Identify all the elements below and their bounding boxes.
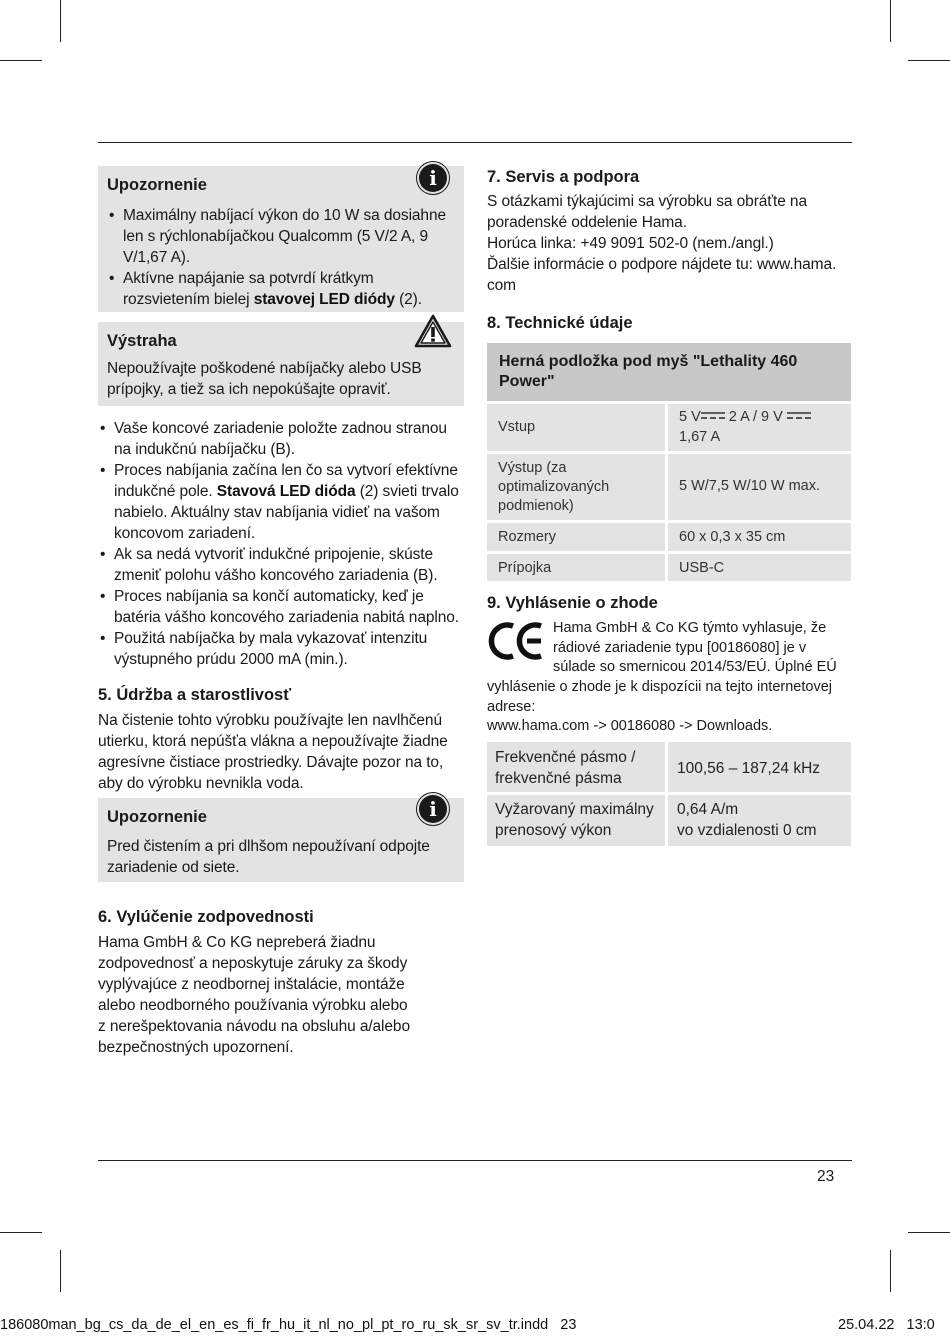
section-7-title: 7. Servis a podpora: [487, 168, 640, 186]
downloads-link: www.hama.com -> 00186080 -> Downloads.: [487, 718, 773, 734]
crop-mark: [60, 1250, 61, 1292]
notice-title: Upozornenie: [107, 176, 207, 194]
crop-mark: [0, 1232, 42, 1233]
notice-box-2: [98, 798, 464, 882]
info-icon: i: [419, 164, 447, 192]
notice-bullets: [107, 205, 459, 310]
conformity-text-cont: vyhlásenie o zhode je k dispozícii na tejto internetovej adrese: www.hama.com -> 00186080 -> Downloads.: [487, 678, 832, 737]
section-5-title: 5. Údržba a starostlivosť: [98, 686, 292, 704]
print-date: 25.04.22 13:0: [838, 1317, 935, 1333]
table-row: Rozmery: [487, 523, 665, 551]
table-row: 60 x 0,3 x 35 cm: [668, 523, 851, 551]
notice-text: Pred čistením a pri dlhšom nepoužívaní odpojte zariadenie od siete.: [107, 838, 430, 876]
section-8-title: 8. Technické údaje: [487, 314, 633, 332]
table-row: Vstup: [487, 404, 665, 451]
table-row: Vyžarovaný maximálny prenosový výkon: [487, 795, 665, 846]
print-file-name: 186080man_bg_cs_da_de_el_en_es_fi_fr_hu_it_nl_no_pl_pt_ro_ru_sk_sr_sv_tr.indd 23: [0, 1317, 577, 1333]
header-rule: [98, 142, 852, 143]
table-row: 0,64 A/m vo vzdialenosti 0 cm: [668, 795, 851, 846]
dc-symbol-icon: [787, 411, 811, 420]
crop-mark: [890, 0, 891, 42]
radio-table: [487, 742, 851, 846]
list-item: • Ak sa nedá vytvoriť indukčné pripojenie, skúste zmeniť polohu vášho koncového zariadenia (B).: [98, 544, 449, 586]
warning-text: Nepoužívajte poškodené nabíjačky alebo USB prípojky, a tiež sa ich nepokúšajte opraviť.: [107, 360, 422, 398]
list-item: • Maximálny nabíjací výkon do 10 W sa dosiahne len s rýchlonabíjačkou Qualcomm (5 V/2 A, 9 V/1,67 A).: [107, 205, 459, 268]
conformity-text: Hama GmbH & Co KG týmto vyhlasuje, že rádiové zariadenie typu [00186080] je v súlade so smernicou 2014/53/EÚ. Úplné EÚ: [553, 620, 837, 675]
list-item: • Vaše koncové zariadenie položte zadnou stranou na indukčnú nabíjačku (B).: [98, 418, 454, 460]
table-row: Frekvenčné pásmo / frekvenčné pásma: [487, 742, 665, 792]
instructions-list: [98, 418, 466, 670]
list-item: • Aktívne napájanie sa potvrdí krátkym rozsvietením bielej stavovej LED diódy (2).: [107, 268, 459, 310]
warning-title: Výstraha: [107, 332, 177, 350]
crop-mark: [908, 1232, 950, 1233]
notice-box: [98, 166, 464, 312]
table-row: 100,56 – 187,24 kHz: [668, 742, 851, 792]
info-icon: i: [419, 795, 447, 823]
section-9-title: 9. Vyhlásenie o zhode: [487, 594, 658, 612]
list-item: • Proces nabíjania sa končí automaticky, keď je batéria vášho koncového zariadenia nabitá naplno.: [98, 586, 466, 628]
ce-mark-icon: [487, 621, 545, 661]
dc-symbol-icon: [701, 411, 725, 420]
crop-mark: [0, 60, 42, 61]
notice-title: Upozornenie: [107, 808, 207, 826]
warning-triangle-icon: [414, 314, 452, 348]
table-row: 5 W/7,5 W/10 W max.: [668, 454, 851, 520]
page-number: 23: [817, 1168, 835, 1185]
table-row: Prípojka: [487, 554, 665, 581]
section-7-text: S otázkami týkajúcimi sa výrobku sa obráťte na poradenské oddelenie Hama. Horúca linka: +49 9091 502-0 (nem./angl.) Ďalšie informácie o podpore nájdete tu: www.hama. com: [487, 193, 837, 294]
crop-mark: [60, 0, 61, 42]
table-row: USB-C: [668, 554, 851, 581]
table-row: 5 V 2 A / 9 V 1,67 A: [668, 404, 851, 451]
crop-mark: [890, 1250, 891, 1292]
spec-table-header: Herná podložka pod myš "Lethality 460 Power": [487, 343, 851, 401]
warning-box: [98, 322, 464, 406]
section-6-text: Hama GmbH & Co KG nepreberá žiadnu zodpovednosť a neposkytuje záruky za škody vyplývajúce z neodbornej inštalácie, montáže alebo neodborného používania výrobku alebo z nerešpektovania návodu na obsluhu a/alebo bezpečnostných upozornení.: [98, 934, 410, 1056]
crop-mark: [908, 60, 950, 61]
footer-rule: [98, 1160, 852, 1161]
table-row: Výstup (za optimalizovaných podmienok): [487, 454, 665, 520]
section-6-title: 6. Vylúčenie zodpovednosti: [98, 908, 314, 926]
list-item: • Použitá nabíjačka by mala vykazovať intenzitu výstupného prúdu 2000 mA (min.).: [98, 628, 449, 670]
list-item: • Proces nabíjania začína len čo sa vytvorí efektívne indukčné pole. Stavová LED dióda (2) svieti trvalo nabielo. Aktuálny stav nabíjania vidieť na vašom koncovom zariadení.: [98, 460, 470, 544]
spec-table: [487, 343, 851, 581]
section-5-text: Na čistenie tohto výrobku používajte len navlhčenú utierku, ktorá nepúšťa vlákna a nepoužívajte žiadne agresívne čistiace prostriedky. Dávajte pozor na to, aby do výrobku nevnikla voda.: [98, 712, 448, 792]
